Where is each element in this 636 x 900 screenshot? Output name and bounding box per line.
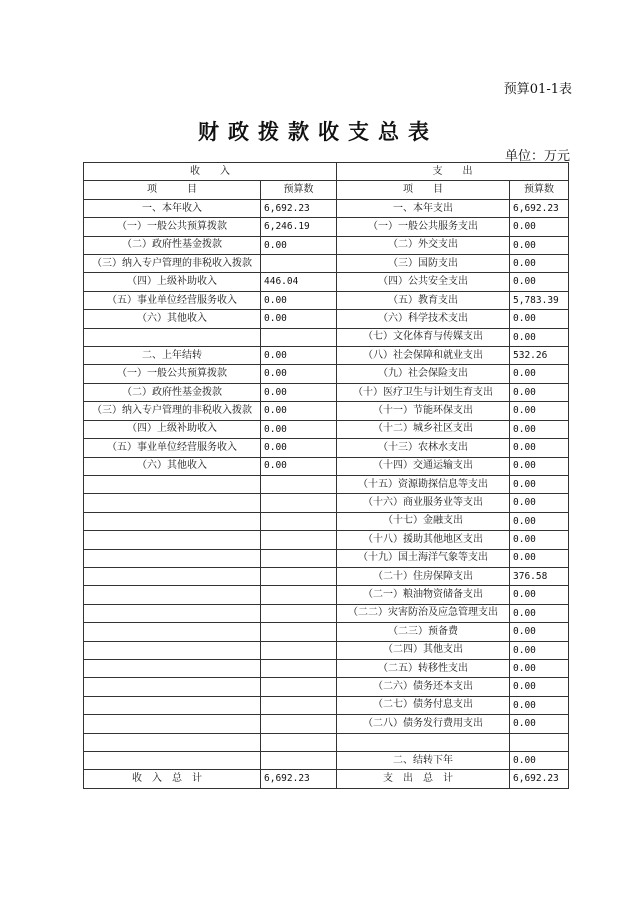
income-item-cell xyxy=(84,659,261,677)
income-value-cell xyxy=(261,604,337,622)
expense-item-cell xyxy=(337,733,510,751)
income-value-cell: 6,246.19 xyxy=(261,218,337,236)
expense-budget-header: 预算数 xyxy=(510,181,569,199)
expense-item-cell: （二）外交支出 xyxy=(337,236,510,254)
income-value-cell: 6,692.23 xyxy=(261,199,337,217)
income-value-cell: 0.00 xyxy=(261,402,337,420)
totals-row xyxy=(84,770,569,788)
table-row xyxy=(84,273,569,291)
income-item-cell xyxy=(84,567,261,585)
expense-value-cell: 0.00 xyxy=(510,218,569,236)
expense-total-label: 支出总计 xyxy=(337,770,510,788)
income-item-cell: （四）上级补助收入 xyxy=(84,420,261,438)
income-value-cell xyxy=(261,328,337,346)
expense-item-cell: （十九）国土海洋气象等支出 xyxy=(337,549,510,567)
income-value-cell: 446.04 xyxy=(261,273,337,291)
expense-value-cell: 0.00 xyxy=(510,586,569,604)
table-row xyxy=(84,586,569,604)
expense-value-cell: 0.00 xyxy=(510,494,569,512)
expense-item-cell: （二六）债务还本支出 xyxy=(337,678,510,696)
expense-value-cell xyxy=(510,733,569,751)
expense-item-cell: （四）公共安全支出 xyxy=(337,273,510,291)
expense-item-cell: （十六）商业服务业等支出 xyxy=(337,494,510,512)
income-item-cell xyxy=(84,586,261,604)
table-row xyxy=(84,310,569,328)
expense-item-cell: （二八）债务发行费用支出 xyxy=(337,715,510,733)
page-title: 财政拨款收支总表 xyxy=(198,119,438,144)
budget-table xyxy=(83,162,569,789)
table-row xyxy=(84,420,569,438)
income-item-cell: 一、本年收入 xyxy=(84,199,261,217)
table-row xyxy=(84,383,569,401)
income-item-cell xyxy=(84,752,261,770)
expense-item-cell: （十）医疗卫生与计划生育支出 xyxy=(337,383,510,401)
income-item-cell: （一）一般公共预算拨款 xyxy=(84,218,261,236)
expense-value-cell: 0.00 xyxy=(510,659,569,677)
income-item-cell: （四）上级补助收入 xyxy=(84,273,261,291)
income-value-cell: 0.00 xyxy=(261,420,337,438)
income-value-cell xyxy=(261,696,337,714)
expense-value-cell: 0.00 xyxy=(510,715,569,733)
income-value-cell xyxy=(261,531,337,549)
expense-item-cell: （三）国防支出 xyxy=(337,255,510,273)
expense-item-cell: （八）社会保障和就业支出 xyxy=(337,347,510,365)
income-value-cell: 0.00 xyxy=(261,291,337,309)
table-row xyxy=(84,715,569,733)
income-value-cell xyxy=(261,475,337,493)
income-item-cell: （三）纳入专户管理的非税收入拨款 xyxy=(84,255,261,273)
income-value-cell xyxy=(261,512,337,530)
table-row xyxy=(84,457,569,475)
expense-value-cell: 0.00 xyxy=(510,752,569,770)
income-value-cell: 0.00 xyxy=(261,439,337,457)
table-row xyxy=(84,328,569,346)
expense-value-cell: 0.00 xyxy=(510,420,569,438)
table-row xyxy=(84,752,569,770)
expense-value-cell: 0.00 xyxy=(510,310,569,328)
expense-item-cell: （二三）预备费 xyxy=(337,623,510,641)
table-row xyxy=(84,659,569,677)
income-item-cell: （一）一般公共预算拨款 xyxy=(84,365,261,383)
expense-value-cell: 0.00 xyxy=(510,457,569,475)
table-row xyxy=(84,512,569,530)
income-budget-header: 预算数 xyxy=(261,181,337,199)
table-row xyxy=(84,604,569,622)
expense-item-cell: （二十）住房保障支出 xyxy=(337,567,510,585)
income-item-cell xyxy=(84,549,261,567)
expense-value-cell: 0.00 xyxy=(510,549,569,567)
income-total-value: 6,692.23 xyxy=(261,770,337,788)
income-item-cell: （六）其他收入 xyxy=(84,310,261,328)
expense-value-cell: 0.00 xyxy=(510,512,569,530)
expense-item-cell: （二五）转移性支出 xyxy=(337,659,510,677)
income-item-cell: （六）其他收入 xyxy=(84,457,261,475)
expense-value-cell: 6,692.23 xyxy=(510,199,569,217)
expense-item-cell: （十四）交通运输支出 xyxy=(337,457,510,475)
table-row xyxy=(84,439,569,457)
table-row xyxy=(84,365,569,383)
income-item-cell xyxy=(84,494,261,512)
expense-value-cell: 0.00 xyxy=(510,696,569,714)
table-row xyxy=(84,549,569,567)
form-code: 预算01-1表 xyxy=(503,82,572,97)
income-value-cell: 0.00 xyxy=(261,310,337,328)
table-row xyxy=(84,347,569,365)
expense-value-cell: 0.00 xyxy=(510,604,569,622)
expense-item-cell: （五）教育支出 xyxy=(337,291,510,309)
expense-item-cell: （九）社会保险支出 xyxy=(337,365,510,383)
expense-value-cell: 0.00 xyxy=(510,236,569,254)
income-value-cell xyxy=(261,752,337,770)
income-value-cell xyxy=(261,567,337,585)
income-item-header: 项 目 xyxy=(84,181,261,199)
income-value-cell: 0.00 xyxy=(261,457,337,475)
income-item-cell xyxy=(84,696,261,714)
income-value-cell xyxy=(261,659,337,677)
income-value-cell xyxy=(261,494,337,512)
table-row xyxy=(84,494,569,512)
expense-value-cell: 0.00 xyxy=(510,273,569,291)
income-item-cell xyxy=(84,678,261,696)
expense-item-cell: （二四）其他支出 xyxy=(337,641,510,659)
table-row xyxy=(84,199,569,217)
income-item-cell: （三）纳入专户管理的非税收入拨款 xyxy=(84,402,261,420)
expense-item-cell: （十一）节能环保支出 xyxy=(337,402,510,420)
income-value-cell: 0.00 xyxy=(261,383,337,401)
expense-value-cell: 532.26 xyxy=(510,347,569,365)
income-item-cell xyxy=(84,733,261,751)
income-section-header: 收 入 xyxy=(84,163,337,181)
expense-value-cell: 0.00 xyxy=(510,439,569,457)
expense-value-cell: 376.58 xyxy=(510,567,569,585)
expense-value-cell: 0.00 xyxy=(510,623,569,641)
income-value-cell xyxy=(261,586,337,604)
income-item-cell: 二、上年结转 xyxy=(84,347,261,365)
income-item-cell xyxy=(84,715,261,733)
income-value-cell xyxy=(261,715,337,733)
table-row xyxy=(84,733,569,751)
expense-value-cell: 0.00 xyxy=(510,678,569,696)
income-item-cell xyxy=(84,604,261,622)
expense-item-cell: 二、结转下年 xyxy=(337,752,510,770)
income-value-cell xyxy=(261,549,337,567)
expense-item-cell: （二二）灾害防治及应急管理支出 xyxy=(337,604,510,622)
income-value-cell xyxy=(261,641,337,659)
expense-value-cell: 0.00 xyxy=(510,402,569,420)
table-row xyxy=(84,402,569,420)
expense-value-cell: 0.00 xyxy=(510,365,569,383)
income-value-cell: 0.00 xyxy=(261,365,337,383)
expense-item-header: 项 目 xyxy=(337,181,510,199)
table-row xyxy=(84,641,569,659)
expense-value-cell: 0.00 xyxy=(510,328,569,346)
expense-item-cell: （六）科学技术支出 xyxy=(337,310,510,328)
income-item-cell: （五）事业单位经营服务收入 xyxy=(84,291,261,309)
income-value-cell xyxy=(261,623,337,641)
expense-value-cell: 0.00 xyxy=(510,641,569,659)
expense-item-cell: （十七）金融支出 xyxy=(337,512,510,530)
table-row xyxy=(84,678,569,696)
income-value-cell: 0.00 xyxy=(261,236,337,254)
expense-total-value: 6,692.23 xyxy=(510,770,569,788)
table-row xyxy=(84,475,569,493)
expense-item-cell: （二七）债务付息支出 xyxy=(337,696,510,714)
expense-item-cell: （十五）资源勘探信息等支出 xyxy=(337,475,510,493)
expense-value-cell: 0.00 xyxy=(510,383,569,401)
expense-item-cell: （一）一般公共服务支出 xyxy=(337,218,510,236)
income-item-cell: （二）政府性基金拨款 xyxy=(84,383,261,401)
income-item-cell: （二）政府性基金拨款 xyxy=(84,236,261,254)
expense-value-cell: 0.00 xyxy=(510,255,569,273)
expense-section-header: 支 出 xyxy=(337,163,569,181)
expense-item-cell: 一、本年支出 xyxy=(337,199,510,217)
table-row xyxy=(84,531,569,549)
expense-item-cell: （十二）城乡社区支出 xyxy=(337,420,510,438)
income-item-cell xyxy=(84,475,261,493)
income-total-label: 收入总计 xyxy=(84,770,261,788)
unit-label: 单位：万元 xyxy=(504,149,570,164)
income-value-cell xyxy=(261,678,337,696)
expense-value-cell: 5,783.39 xyxy=(510,291,569,309)
income-item-cell xyxy=(84,328,261,346)
income-item-cell xyxy=(84,512,261,530)
income-item-cell xyxy=(84,623,261,641)
expense-value-cell: 0.00 xyxy=(510,475,569,493)
table-row xyxy=(84,623,569,641)
expense-item-cell: （七）文化体育与传媒支出 xyxy=(337,328,510,346)
expense-item-cell: （十三）农林水支出 xyxy=(337,439,510,457)
income-value-cell: 0.00 xyxy=(261,347,337,365)
table-row xyxy=(84,236,569,254)
header-row-sections xyxy=(84,163,569,181)
income-item-cell xyxy=(84,641,261,659)
table-row xyxy=(84,218,569,236)
table-row xyxy=(84,696,569,714)
expense-value-cell: 0.00 xyxy=(510,531,569,549)
income-value-cell xyxy=(261,733,337,751)
table-row xyxy=(84,291,569,309)
table-row xyxy=(84,255,569,273)
table-row xyxy=(84,567,569,585)
income-value-cell xyxy=(261,255,337,273)
expense-item-cell: （二一）粮油物资储备支出 xyxy=(337,586,510,604)
income-item-cell xyxy=(84,531,261,549)
header-row-columns xyxy=(84,181,569,199)
expense-item-cell: （十八）援助其他地区支出 xyxy=(337,531,510,549)
income-item-cell: （五）事业单位经营服务收入 xyxy=(84,439,261,457)
